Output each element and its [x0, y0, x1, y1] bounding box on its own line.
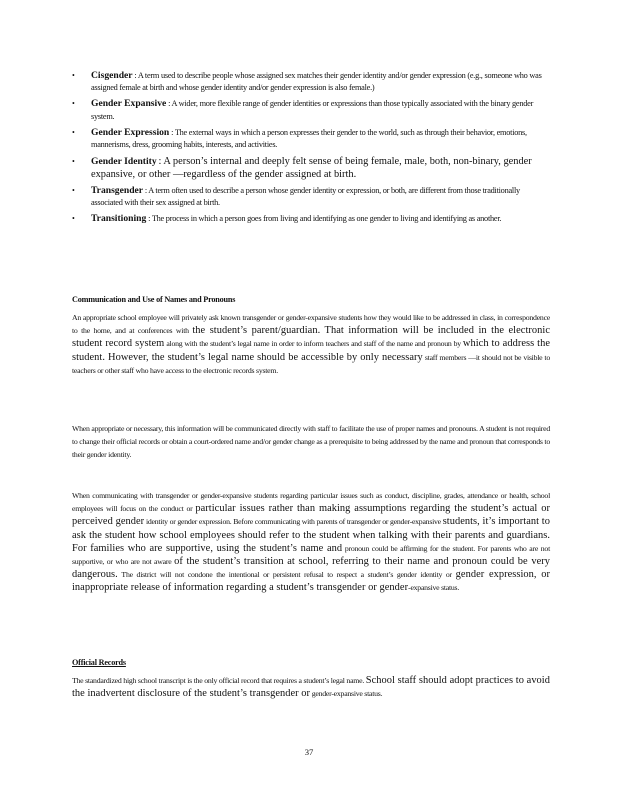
definition-term: Transgender [91, 184, 144, 196]
paragraph-names-pronouns-2: When appropriate or necessary, this information will be communicated directly with staff to facilitate the use of proper names and pronouns. A student is not required to change their official records or obtain a court-ordered name and/or gender change as a prerequisite to being addressed by the name and pronoun that corresponds to their gender identity. [72, 424, 550, 460]
text-run: particular issues rather than making assumptions regarding the student’s actual or perceived gender [72, 503, 550, 528]
text-run: of the student’s transition at school, referring to their name and pronoun could be very dangerous. [72, 556, 550, 581]
definition-item [72, 155, 550, 181]
definition-text: : A term used to describe people whose assigned sex matches their gender identity and/or gender expression (e.g., someone who was assigned female at birth and whose gender identity and/or gender expression is also female.) [91, 71, 542, 93]
text-run: identity or gender expression. Before communicating with parents of transgender or gender-expansive [144, 517, 443, 527]
definition-text: : A term often used to describe a person whose gender identity or expression, or both, are different from those traditionally associated with their sex assigned at birth. [91, 185, 520, 208]
bullet: • [72, 214, 75, 224]
text-run: staff members —it should not be visible to teachers or other staff who have access to the electronic records system. [72, 352, 550, 375]
text-run: pronoun could be affirming for the student. For parents who are not supportive, or who are not aware [72, 543, 550, 567]
definition-term: Cisgender [91, 70, 133, 81]
definition-text: : The external ways in which a person expresses their gender to the world, such as through their behavior, emotions, mannerisms, dress, grooming habits, interests, and activities. [91, 127, 527, 150]
text-run: The standardized high school transcript is the only official record that requires a student’s legal name. [72, 676, 366, 685]
bullet: • [72, 185, 75, 195]
definition-term: Transitioning [91, 213, 147, 225]
definition-list [72, 70, 550, 229]
bullet: • [72, 71, 75, 80]
text-run: When communicating with transgender or gender-expansive students regarding particular issues such as conduct, discipline, grades, attendance or health, school employees will focus on the conduct or [72, 491, 550, 514]
bullet: • [72, 157, 75, 167]
text-run: School staff should adopt practices to avoid the inadvertent disclosure of the student’s transgender or [72, 675, 550, 700]
definition-text: : The process in which a person goes from living and identifying as one gender to living and identifying as another. [148, 214, 502, 224]
bullet: • [72, 127, 75, 137]
text-run: An appropriate school employee will privately ask known transgender or gender-expansive students how they would like to be addressed in class, in correspondence to the home, and at conferences with [72, 313, 550, 336]
definition-text: : A wider, more flexible range of gender identities or expressions than those typically associated with the binary gender system. [91, 99, 534, 121]
text-run: The district will not condone the intentional or persistent refusal to respect a student’s gender identity or [117, 570, 456, 580]
definition-term: Gender Expansive [91, 98, 167, 110]
definition-item [72, 127, 550, 152]
text-run: gender-expansive status. [310, 689, 383, 699]
definition-item [72, 98, 550, 123]
bullet: • [72, 99, 75, 109]
paragraph-names-pronouns-1 [72, 311, 550, 377]
text-run: -expansive status. [408, 583, 460, 593]
text-run: gender expression, or inappropriate release of information regarding a student’s transgender or gender [72, 569, 550, 594]
paragraph-official-records [72, 674, 550, 700]
text-run: the student’s parent/guardian. That information will be included in the electronic student record system [72, 325, 550, 350]
text-run: students, it’s important to ask the student how school employees should refer to the student when talking with their parents and guardians. For families who are supportive, using the student’s name and [72, 516, 550, 554]
section-heading-names-pronouns: Communication and Use of Names and Pronouns [72, 295, 236, 304]
paragraph-names-pronouns-3 [72, 489, 550, 595]
definition-item [72, 213, 550, 225]
definition-item [72, 185, 550, 210]
definition-text: : A person’s internal and deeply felt sense of being female, male, both, non-binary, gender expansive, or other —regardless of the gender assigned at birth. [91, 156, 532, 181]
text-run: which to address the student. However, the student’s legal name should be accessible by only necessary [72, 338, 551, 363]
definition-term: Gender Expression [91, 126, 170, 138]
section-heading-official-records: Official Records [72, 658, 126, 667]
definition-term: Gender Identity [91, 156, 157, 168]
page-number: 37 [304, 747, 314, 757]
text-run: along with the student’s legal name in order to inform teachers and staff of the name and pronoun by [164, 339, 463, 349]
definition-item [72, 70, 550, 95]
